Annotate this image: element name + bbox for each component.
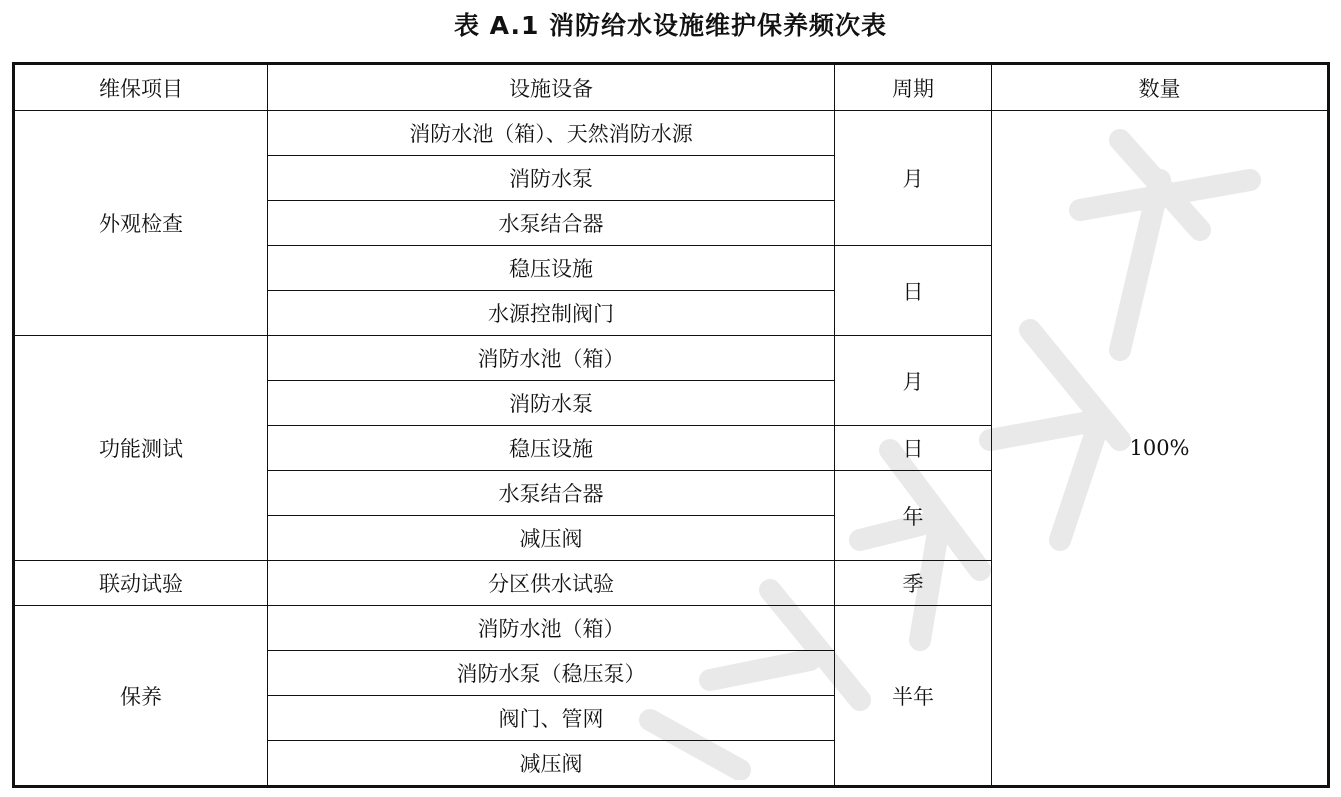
equipment-cell: 分区供水试验: [268, 561, 835, 606]
equipment-cell: 消防水池（箱）: [268, 606, 835, 651]
header-maintenance-item: 维保项目: [14, 64, 268, 111]
period-cell: 日: [835, 426, 992, 471]
equipment-cell: 阀门、管网: [268, 696, 835, 741]
maintenance-item-cell: 功能测试: [14, 336, 268, 561]
header-quantity: 数量: [992, 64, 1329, 111]
equipment-cell: 减压阀: [268, 741, 835, 787]
quantity-cell: 100%: [992, 111, 1329, 787]
equipment-cell: 消防水泵: [268, 156, 835, 201]
period-cell: 月: [835, 111, 992, 246]
maintenance-item-cell: 联动试验: [14, 561, 268, 606]
table-row: [14, 111, 1329, 156]
header-period: 周期: [835, 64, 992, 111]
period-cell: 日: [835, 246, 992, 336]
equipment-cell: 稳压设施: [268, 246, 835, 291]
header-equipment: 设施设备: [268, 64, 835, 111]
equipment-cell: 减压阀: [268, 516, 835, 561]
period-cell: 半年: [835, 606, 992, 787]
period-cell: 月: [835, 336, 992, 426]
equipment-cell: 消防水泵: [268, 381, 835, 426]
equipment-cell: 消防水池（箱）、天然消防水源: [268, 111, 835, 156]
table-title: 表 A.1 消防给水设施维护保养频次表: [453, 11, 888, 40]
period-cell: 年: [835, 471, 992, 561]
equipment-cell: 消防水泵（稳压泵）: [268, 651, 835, 696]
header-row: [14, 64, 1329, 111]
equipment-cell: 水源控制阀门: [268, 291, 835, 336]
frequency-table: [12, 62, 1330, 788]
maintenance-item-cell: 保养: [14, 606, 268, 787]
period-cell: 季: [835, 561, 992, 606]
maintenance-item-cell: 外观检查: [14, 111, 268, 336]
equipment-cell: 稳压设施: [268, 426, 835, 471]
equipment-cell: 消防水池（箱）: [268, 336, 835, 381]
equipment-cell: 水泵结合器: [268, 471, 835, 516]
equipment-cell: 水泵结合器: [268, 201, 835, 246]
